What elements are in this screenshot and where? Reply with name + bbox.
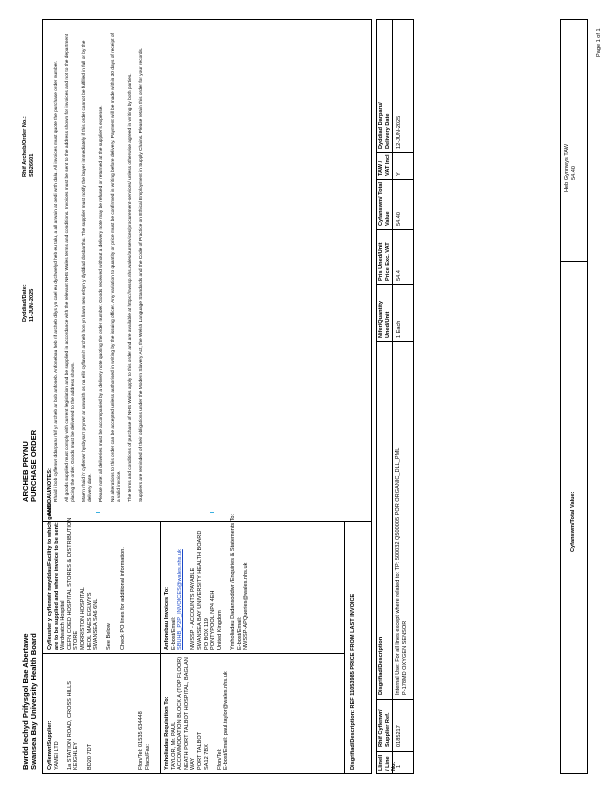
supplier-phone: Ffon/Tel: 01535 634448 — [138, 711, 144, 770]
total-vat-label: Heb Gynnwys TAW — [564, 143, 570, 192]
row-line-number: 1 — [396, 764, 402, 768]
col-header-vat: TAW / VAT Incl — [378, 154, 391, 176]
note-item: All goods supplied must comply with current legislation and be supplied in accordance with the relevant NHS Wales terms and conditions. Invoices must be sent to the address shown for invoices and not to the department placing the order. Goods must be delivered to the address shown. — [65, 33, 77, 502]
page-number: Page 1 of 1 — [596, 28, 602, 57]
row-quantity: 1 Each — [396, 320, 402, 338]
col-header-total: Cyfanswm/ Total Value — [378, 181, 391, 226]
date-label: Dyddiad/Date: — [22, 284, 28, 322]
notes-accent-icon — [96, 508, 100, 513]
supplier-address-line: BD20 7DT — [86, 743, 93, 770]
note-item: No alterations to this order can be accepted unless authorised in writing by the issuing officer. Any variation to quantity or price must be confirmed in writing before delivery. Payment will be made within 30 days of receipt of a valid invoice. — [110, 33, 122, 502]
order-number-value: SB26601 — [29, 153, 35, 177]
notes-heading: AMODAU/NOTES: — [47, 468, 53, 516]
note-item: Please note: all deliveries must be accompanied by a delivery note quoting the order number. Goods received without a delivery note may be refused or returned at the supplier's expense. — [99, 105, 105, 502]
requester-email: E-bost/Email: paul.taylor@wales.nhs.uk — [223, 671, 230, 770]
doc-title-welsh: ARCHEB PRYNU — [21, 441, 30, 502]
col-header-supplier-ref: Rhif Cyflenwr/ Supplier Ref. — [378, 709, 391, 747]
notes-list — [54, 32, 150, 502]
col-header-unit-price: Pris Uned/Unit Price Exc. VAT — [378, 242, 391, 281]
row-supplier-ref: 0185217 — [396, 725, 402, 747]
col-header-delivery-date: Dyddiad Darparu/ Delivery Date — [378, 102, 391, 149]
doc-title-english: PURCHASE ORDER — [29, 429, 38, 502]
row-unit-price: 54.4 — [396, 270, 402, 281]
note-item: The terms and conditions of purchase of NHS Wales apply to this order and are available at https://nwssp.nhs.wales/ourservices/procurement-services/ unless otherwise agreed in writing by both parties. — [127, 73, 133, 502]
total-value: 54.40 — [571, 166, 577, 180]
note-item: Rhaid i bob cyflenwr ddarparu rhif yr archeb ar bob anfoneb. Anfonebau heb rif archeb dilys yn cael eu dychwelyd heb eu talu, a all arwain at oedi wrth dalu. All invoices must quote the purchase order number. — [54, 60, 59, 502]
note-item: Suppliers are reminded of their obligations under the Modern Slavery Act, the Welsh Language Standards and the Code of Practice on Ethical Employment in Supply Chains. Please retain this order for your records. — [138, 47, 144, 502]
supplier-heading: Cyflenwr/Supplier: — [47, 720, 53, 770]
requester-heading: Ymholiadau Requisition To: — [164, 696, 170, 770]
supplier-name: YAMEI LTD — [53, 741, 60, 770]
invoice-email-link[interactable]: SBUHB_P2P_INVOICES@wales.nhs.uk — [177, 549, 184, 650]
delivery-block: Cyfleuster y cyflenwir nwyddau/Facility to which goods are to be supplied and where invoice to be sent: Wardwatch Hospital CEFN COED HOSPITAL STORES & DISTRIBUTION STORE MORRISTON HOSPITAL HEOL MAES EGLWYS SWANSEA SA6 6NL See Below Check PO lines for additional information. — [47, 502, 126, 650]
total-label: Cyfanswm/Total Value: — [570, 491, 576, 552]
notes-accent-icon — [210, 508, 214, 513]
invoice-heading: Anfonebau Invoices To: — [164, 587, 170, 650]
org-name-english: Swansea Bay University Health Board — [29, 633, 38, 770]
invoice-block: Anfonebau Invoices To: E-bost/Email: SBUHB_P2P_INVOICES@wales.nhs.uk NWSSP - ACCOUNTS PAYABLE SWANSEA BAY UNIVERSITY HEALTH BOARD PO BOX 119 PONTYPOOL NP4 4EH United Kingdom Ymholiadau Dadansoddwr /Enquiries & Statements To: E-bost/Email: NWSSP-APQueries@wales.nhs.uk — [164, 513, 250, 650]
col-header-quantity: Nifer/Quantity Uned/Unit — [378, 301, 391, 338]
supplier-block — [47, 681, 93, 770]
supplier-address-line: KEIGHLEY — [73, 742, 80, 770]
col-header-line: Llinell / Line No. — [378, 754, 398, 771]
row-total: 54.40 — [396, 212, 402, 226]
row-description: P-178MD OXYGEN SENSOR — [402, 620, 408, 695]
supplier-fax: Ffacs/Fax: — [145, 743, 151, 770]
description-note: Disgrifiad/Description: REF 11053985 PRICE FROM LAST INVOICE — [350, 593, 356, 770]
requester-block: Ymholiadau Requisition To: TAYLOR, Mr. PAUL ACCOMMODATION BLOCK A (TOP FLOOR) NEATH PORT TALBOT HOSPITAL, BAGLAN WAY PORT TALBOT SA12 7BX Ffon/Tel: E-bost/Email: paul.taylor@wales.nhs.uk — [164, 656, 230, 770]
note-item: Mae'n rhaid i'r cyflenwr hysbysu'r prynwr ar unwaith os na ellir cyflawni'r archeb hon yn llawn neu erbyn y dyddiad dosbarthu. The supplier must notify the buyer immediately if this order cannot be fulfilled in full or by the delivery date. — [82, 40, 94, 502]
date-value: 11-JUN-2025 — [29, 288, 35, 322]
org-name-welsh: Bwrdd Iechyd Prifysgol Bae Abertawe — [21, 633, 30, 770]
col-header-description: Disgrifiad/Description — [378, 636, 384, 695]
order-number-label: Rhif Archeb/Order No.: — [22, 116, 28, 177]
row-delivery-date: 12-JUN-2025 — [396, 115, 402, 149]
totals-frame — [560, 19, 588, 774]
supplier-address-line: 1a STATION ROAD, CROSS HILLS — [66, 680, 73, 770]
row-description: Internal Use: For all lines except where related to: TP: 500032 Q500005 POR ORGANIC_DLL_PML — [395, 447, 401, 695]
row-vat: Y — [396, 172, 402, 176]
